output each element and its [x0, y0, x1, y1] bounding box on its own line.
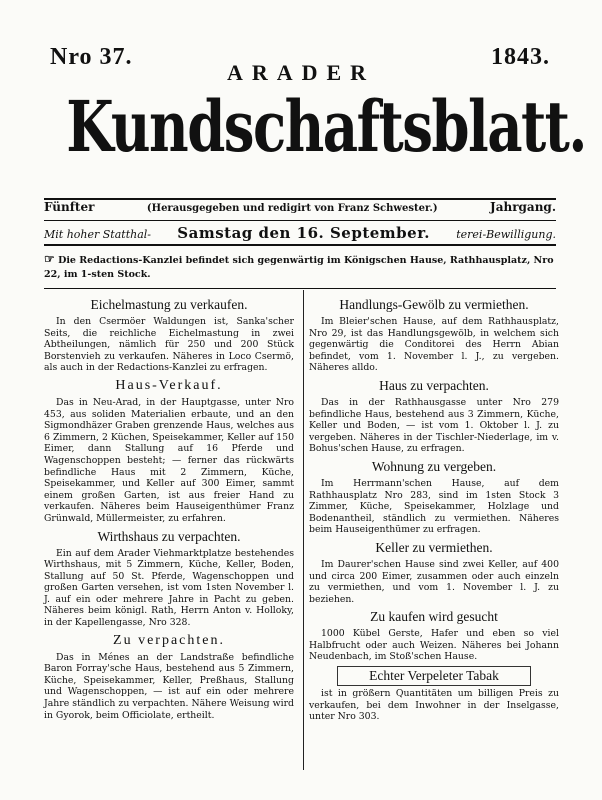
masthead-title: Kundschaftsblatt.: [66, 85, 586, 168]
issue-date: Samstag den 16. September.: [177, 224, 430, 242]
article: [44, 296, 294, 374]
year: 1843.: [491, 44, 550, 70]
article-heading: Wohnung zu vergeben.: [371, 458, 497, 474]
article: [44, 632, 294, 722]
notice-text: Die Redactions-Kanzlei befindet sich gegenwärtig im Königschen Hause, Rathhausplatz, Nro 22, im 1-sten Stock.: [44, 255, 554, 280]
notice-rule: [44, 288, 556, 289]
article-heading: Zu kaufen wird gesucht: [370, 609, 498, 625]
article-heading: Zu verpachten.: [113, 632, 225, 648]
article-heading: Haus zu verpachten.: [379, 377, 489, 393]
article-body: 1000 Kübel Gerste, Hafer und eben so viel Halbfrucht oder auch Weizen. Näheres bei Johann Neudenbach, im Stoß'schen Hause.: [309, 628, 559, 663]
issue-number: Nro 37.: [50, 44, 133, 70]
article: [309, 539, 559, 605]
article-body: Das in der Rathhausgasse unter Nro 279 befindliche Haus, bestehend aus 3 Zimmern, Küche, Keller und Boden, — ist vom 1. Oktober l. J. zu vergeben. Näheres in der Tischler-Niederlage, im v. Bohus'schen Hause, zu erfragen.: [309, 396, 559, 455]
article-body: Ein auf dem Arader Viehmarktplatze bestehendes Wirthshaus, mit 5 Zimmern, Küche, Keller, Boden, Stallung auf 50 St. Pferde, Wagenschoppen und großen Garten versehen, ist vom 1sten November l. J. auf ein oder mehrere Jahre in Pacht zu geben. Näheres beim königl. Rath, Herrn Anton v. Holloky, in der Kapellengasse, Nro 328.: [44, 547, 294, 629]
header-rule-bottom: [44, 244, 556, 246]
right-column: [309, 296, 559, 726]
column-divider: [303, 290, 304, 770]
article-body: Das in Neu-Arad, in der Hauptgasse, unter Nro 453, aus soliden Materialien erbaute, und an den Sigmondhäzer Graben grenzende Haus, welches aus 6 Zimmern, 2 Küchen, Speisekammer, Keller auf 150 Eimer, dann Stallung auf 16 Pferde und Wagenschoppen besteht; — ferner das rückwärts befindliche Haus mit 2 Zimmern, Küche, Speisekammer, und Keller auf 300 Eimer, sammt einem großen Garten, ist aus freier Hand zu verkaufen. Näheres beim Hauseigenthümer Franz Grünwald, Müllermeister, zu erfahren.: [44, 396, 294, 524]
volume-label: Fünfter: [44, 200, 95, 214]
article: [309, 608, 559, 663]
article-heading: Haus-Verkauf.: [115, 377, 223, 393]
article-body: In den Csermöer Waldungen ist, Sanka'scher Seits, die reichliche Eichelmastung in zwei Abtheilungen, nämlich für 250 und 200 Stück Borstenvieh zu verkaufen. Näheres in Loco Csermö, als auch in der Redactions-Kanzlei zu erfragen.: [44, 316, 294, 374]
article: [44, 528, 294, 629]
article-heading: Handlungs-Gewölb zu vermiethen.: [339, 297, 529, 312]
permission-left: Mit hoher Statthal-: [44, 228, 151, 241]
pointing-hand-icon: ☞: [44, 252, 55, 266]
article: [309, 377, 559, 455]
article-body: Im Bleier'schen Hause, auf dem Rathhausplatz, Nro 29, ist das Handlungsgewölb, in welchem sich gegenwärtig die Conditorei des Herrn Abian befindet, vom 1. November l. J., zu vergeben. Näheres alldo.: [309, 316, 559, 374]
article-body: Im Herrmann'schen Hause, auf dem Rathhausplatz Nro 283, sind im 1sten Stock 3 Zimmer, Küche, Speisekammer, Holzlage und Bodenantheil, ständlich zu vermiethen. Näheres beim Hauseigenthümer zu erfragen.: [309, 477, 559, 536]
permission-right: terei-Bewilligung.: [456, 228, 556, 241]
article-body: ist in größern Quantitäten um billigen Preis zu verkaufen, bei dem Inwohner in der Inselgasse, unter Nro 303.: [309, 688, 559, 723]
article: [309, 458, 559, 536]
article: [44, 377, 294, 525]
redaction-notice: [44, 252, 556, 282]
article: [309, 296, 559, 374]
article: [309, 666, 559, 723]
article-heading: Eichelmastung zu verkaufen.: [90, 297, 248, 312]
editor-line: (Herausgegeben und redigirt von Franz Schwester.): [146, 203, 438, 214]
jahrgang-label: Jahrgang.: [490, 200, 556, 214]
article-heading: Wirthshaus zu verpachten.: [97, 528, 241, 544]
volume-line: [44, 200, 556, 214]
masthead-place: ARADER: [226, 60, 376, 85]
article-heading: Echter Verpeleter Tabak: [337, 666, 531, 686]
left-column: [44, 296, 294, 724]
article-heading: Keller zu vermiethen.: [375, 539, 493, 555]
article-body: Im Daurer'schen Hause sind zwei Keller, auf 400 und circa 200 Eimer, zusammen oder auch einzeln zu vermiethen, und vom 1. November l. J. zu beziehen.: [309, 558, 559, 605]
article-body: Das in Ménes an der Landstraße befindliche Baron Forray'sche Haus, bestehend aus 5 Zimmern, Küche, Speisekammer, Keller, Preßhaus, Stallung und Wagenschoppen, — ist auf ein oder mehrere Jahre ständlich zu verpachten. Nähere Weisung wird in Gyorok, beim Officiolate, ertheilt.: [44, 651, 294, 721]
header-rule-mid: [44, 220, 556, 221]
date-line: [44, 224, 556, 242]
